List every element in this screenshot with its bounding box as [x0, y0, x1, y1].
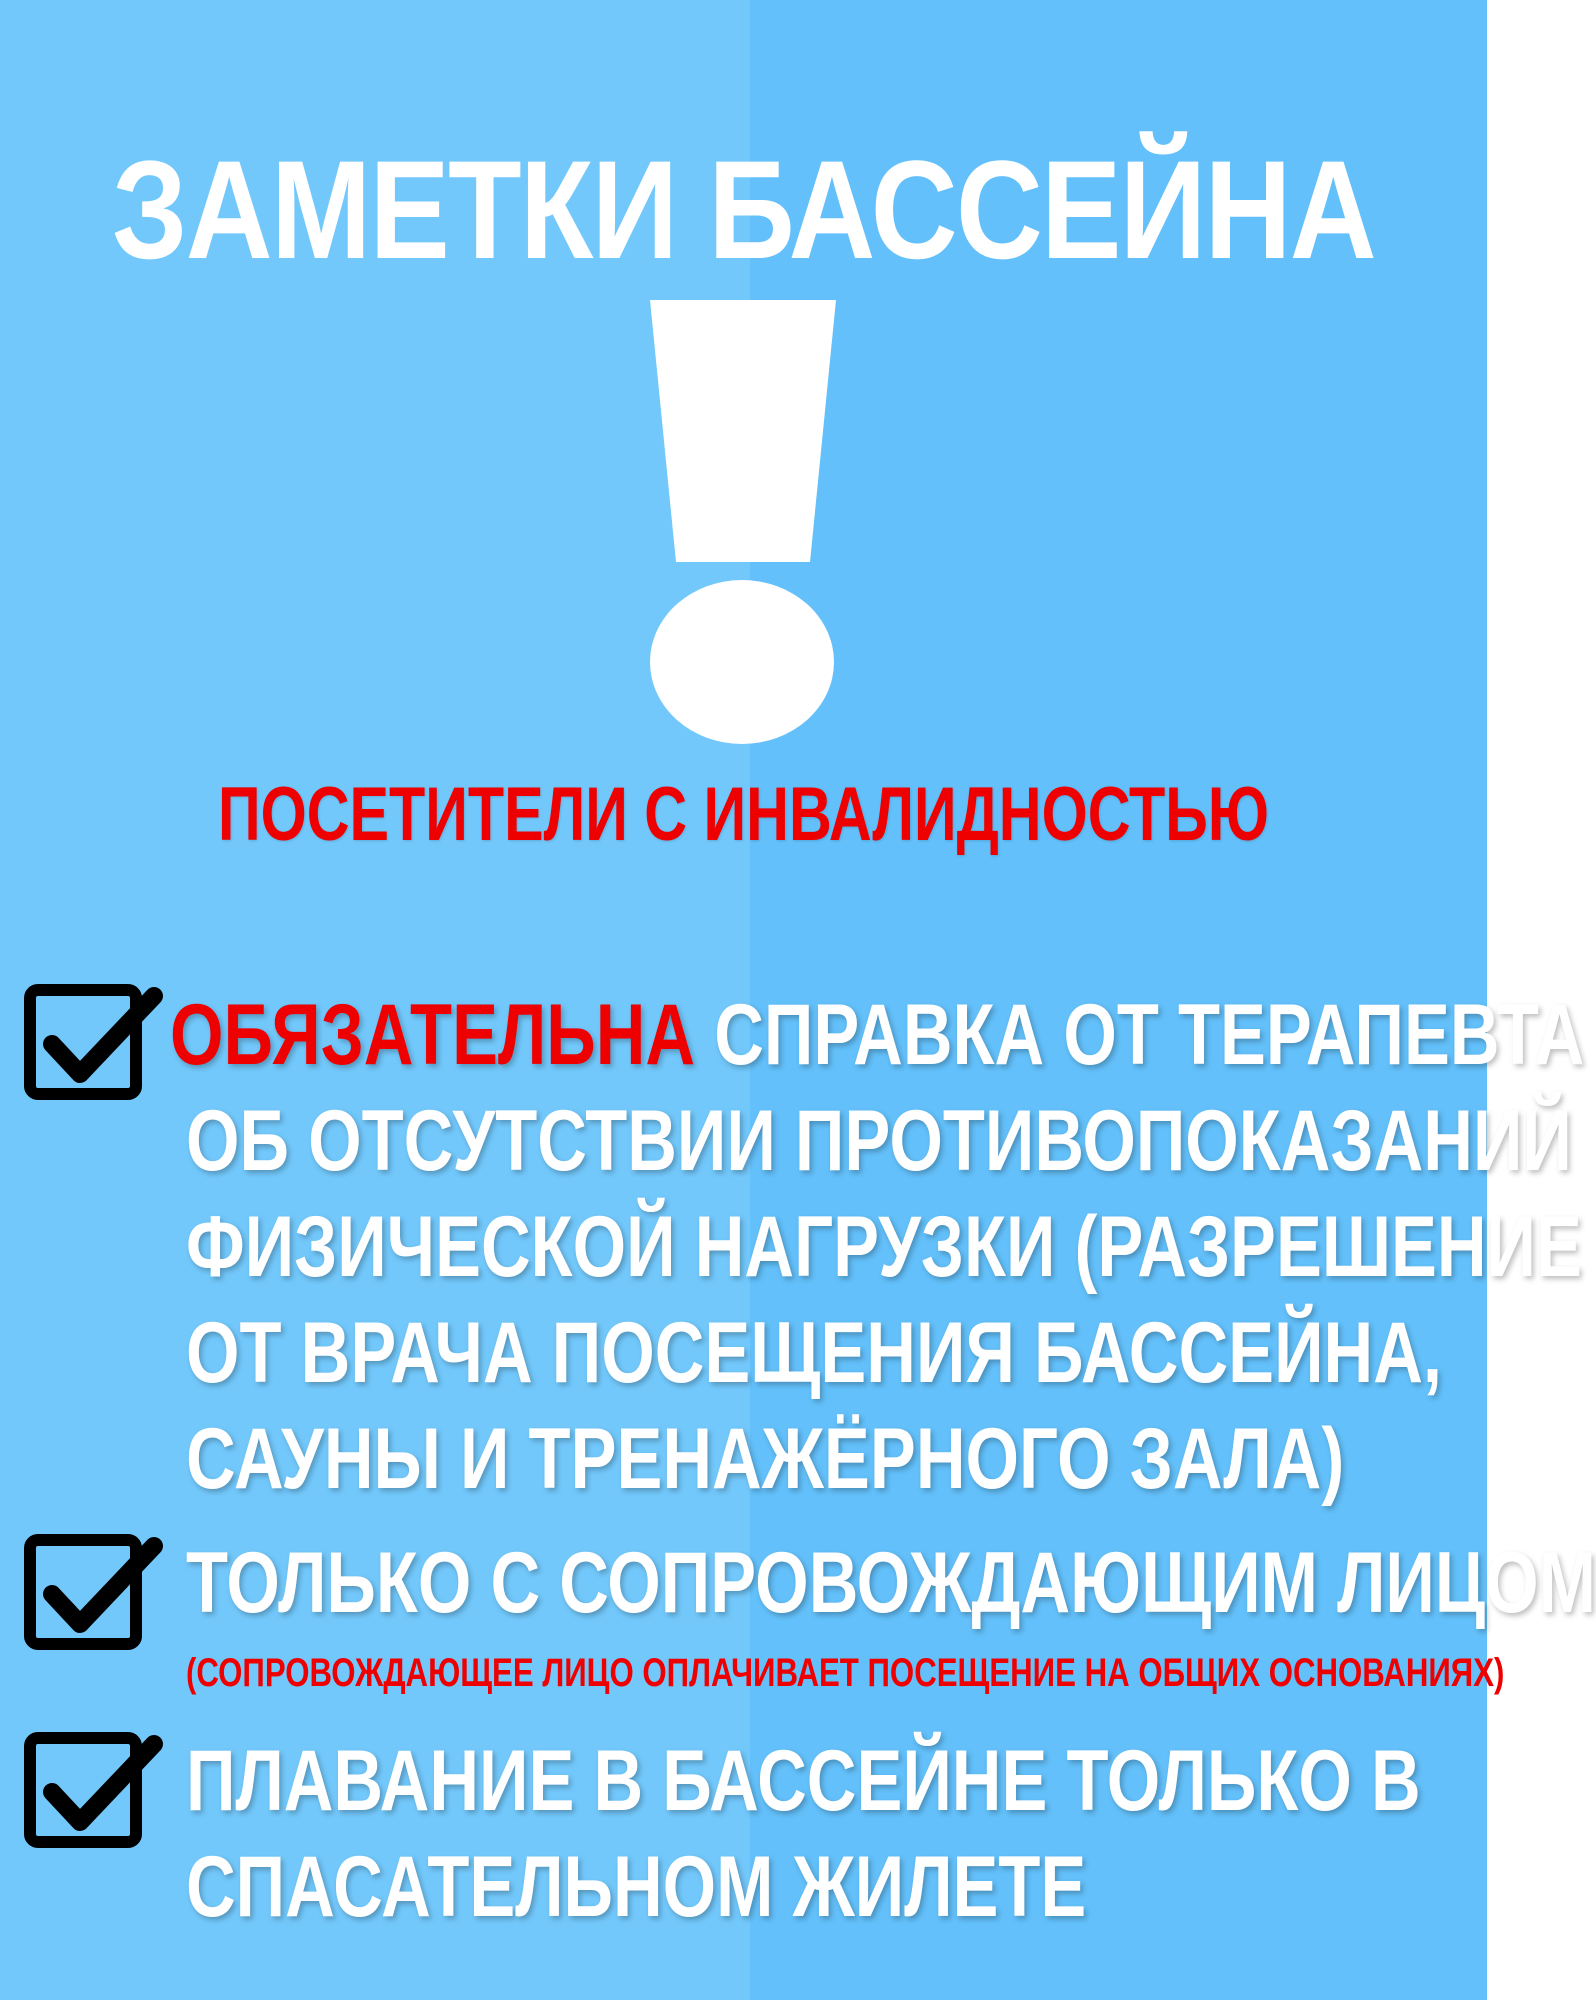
requirement-line: ФИЗИЧЕСКОЙ НАГРУЗКИ (РАЗРЕШЕНИЕ — [186, 1199, 1582, 1295]
requirement-line: ОТ ВРАЧА ПОСЕЩЕНИЯ БАССЕЙНА, — [186, 1305, 1443, 1401]
requirement-medical-certificate — [170, 982, 1585, 1512]
requirement-line: ПЛАВАНИЕ В БАССЕЙНЕ ТОЛЬКО В — [186, 1733, 1421, 1829]
exclamation-mark-icon — [0, 0, 1487, 800]
exclamation-dot — [650, 580, 834, 744]
requirement-line: ТОЛЬКО С СОПРОВОЖДАЮЩИМ ЛИЦОМ — [186, 1535, 1596, 1631]
required-highlight: ОБЯЗАТЕЛЬНА — [170, 987, 696, 1083]
requirement-line-text: СПРАВКА ОТ ТЕРАПЕВТА — [714, 987, 1585, 1083]
requirement-line: САУНЫ И ТРЕНАЖЁРНОГО ЗАЛА) — [186, 1411, 1345, 1507]
checkbox-checked-icon — [22, 982, 172, 1112]
requirement-line: ОБ ОТСУТСТВИИ ПРОТИВОПОКАЗАНИЙ — [186, 1093, 1572, 1189]
checkbox-checked-icon — [22, 1532, 172, 1662]
accompanying-person-note: (СОПРОВОЖДАЮЩЕЕ ЛИЦО ОПЛАЧИВАЕТ ПОСЕЩЕНИЕ НА ОБЩИХ ОСНОВАНИЯХ) — [186, 1651, 1505, 1695]
page-title: ЗАМЕТКИ БАССЕЙНА — [111, 131, 1376, 288]
requirement-accompanying-person — [186, 1530, 1596, 1636]
requirement-line — [170, 982, 1584, 1088]
checkbox-checked-icon — [22, 1730, 172, 1860]
subtitle: ПОСЕТИТЕЛИ С ИНВАЛИДНОСТЬЮ — [217, 772, 1270, 857]
requirement-life-vest — [186, 1728, 1421, 1940]
exclamation-bar — [650, 300, 836, 562]
requirement-line: СПАСАТЕЛЬНОМ ЖИЛЕТЕ — [186, 1839, 1087, 1935]
